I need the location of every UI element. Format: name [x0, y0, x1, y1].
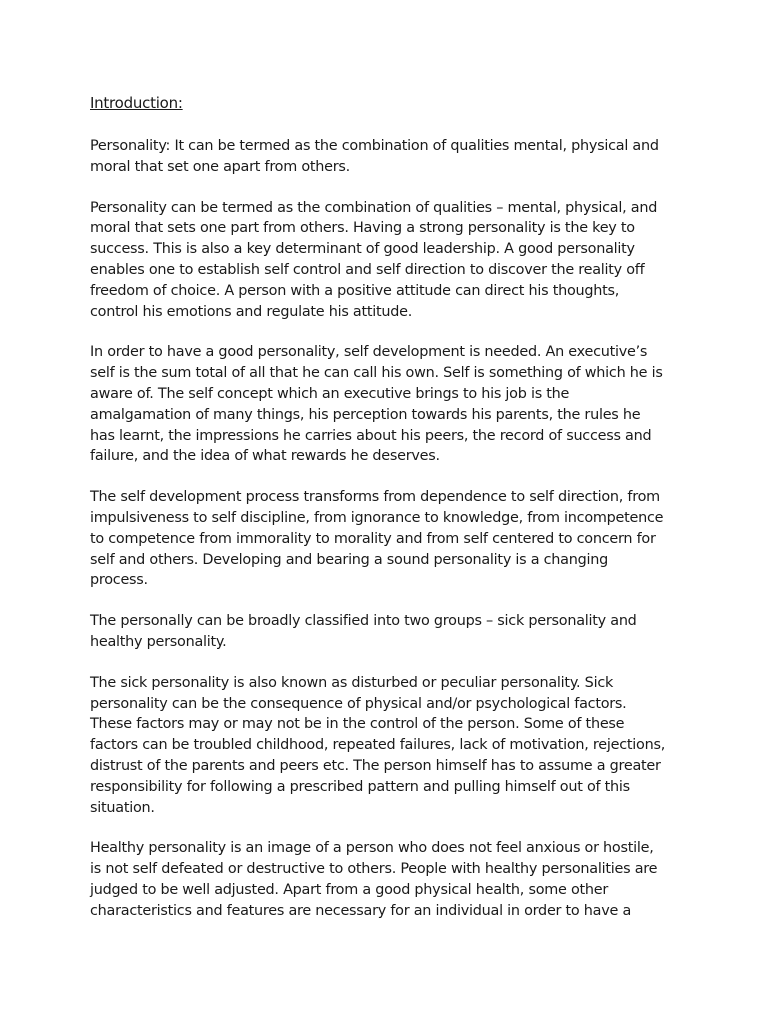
section-heading: Introduction: — [90, 94, 183, 112]
paragraph-development-process: The self development process transforms from dependence to self direction, from impulsiveness to self discipline, from ignorance to knowledge, from incompetence to competence from immorality to morality and from self centered to concern for self and others. Developing and bearing a sound personality is a changing process. — [90, 489, 664, 589]
paragraph-sick-personality: The sick personality is also known as disturbed or peculiar personality. Sick personality can be the consequence of physical and/or psychological factors. These factors may or may not be in the control of the person. Some of these factors can be troubled childhood, repeated failures, lack of motivation, rejections, distrust of the parents and peers etc. The person himself has to assume a greater responsibility for following a prescribed pattern and pulling himself out of this situation. — [90, 674, 666, 816]
paragraph-healthy-personality: Healthy personality is an image of a person who does not feel anxious or hostile, is not self defeated or destructive to others. People with healthy personalities are judged to be well adjusted. Apart from a good physical health, some other characteristics and features are necessary for an individual in order to have a — [90, 840, 658, 919]
paragraph-self-development: In order to have a good personality, self development is needed. An executive’s self is the sum total of all that he can call his own. Self is something of which he is aware of. The self concept which an executive brings to his job is the amalgamation of many things, his perception towards his parents, the rules he has learnt, the impressions he carries about his peers, the record of success and failure, and the idea of what rewards he deserves. — [90, 344, 663, 465]
paragraph-personality-overview: Personality can be termed as the combination of qualities – mental, physical, and moral that sets one part from others. Having a strong personality is the key to success. This is also a key determinant of good leadership. A good personality enables one to establish self control and self direction to discover the reality off freedom of choice. A person with a positive attitude can direct his thoughts, control his emotions and regulate his attitude. — [90, 199, 658, 320]
paragraph-classification: The personally can be broadly classified into two groups – sick personality and healthy personality. — [90, 613, 637, 650]
paragraph-definition: Personality: It can be termed as the combination of qualities mental, physical and moral that set one apart from others. — [90, 138, 659, 175]
